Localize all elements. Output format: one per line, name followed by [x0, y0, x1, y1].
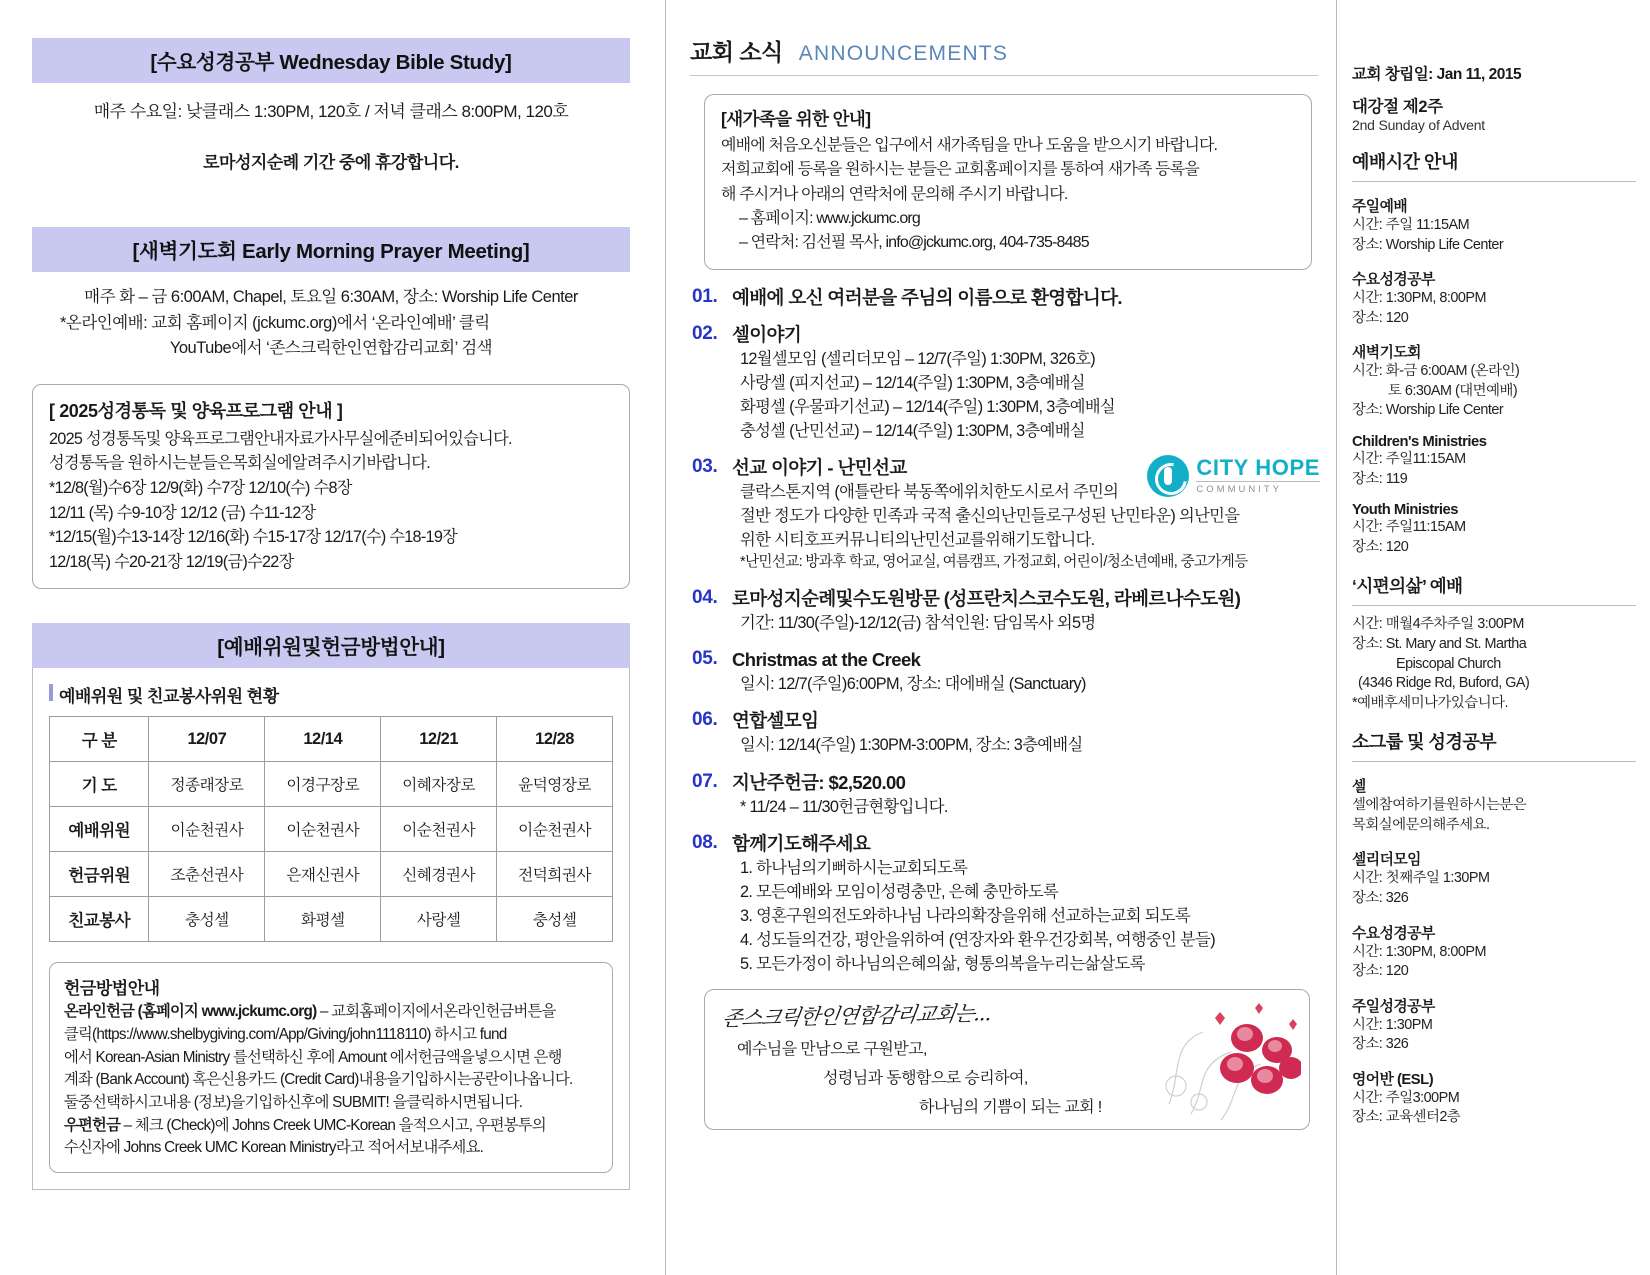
psalm-line: *예배후세미나가있습니다.: [1352, 694, 1509, 711]
worship-name: 수요성경공부: [1352, 272, 1435, 289]
worship-name: 새벽기도회: [1352, 345, 1421, 362]
duty-row-0-cell-0: 정종래장로: [149, 762, 265, 807]
early-prayer-line-1: 매주 화 – 금 6:00AM, Chapel, 토요일 6:30AM, 장소: Worship Life Center: [84, 288, 578, 306]
table-row: [50, 852, 613, 897]
announcement-title: 지난주헌금: $2,520.00: [732, 771, 906, 793]
announcement-line: 12월셀모임 (셀리더모임 – 12/7(주일) 1:30PM, 326호): [740, 349, 1095, 368]
worship-line: 시간: 주일11:15AM: [1352, 519, 1466, 536]
smallgroup-block-wednesday: [1352, 922, 1636, 982]
column-divider-2: [1336, 0, 1337, 1275]
announcement-title: 선교 이야기 - 난민선교: [732, 457, 907, 479]
bible-program-line-4: 12/11 (목) 수9-10장 12/12 (금) 수11-12장: [49, 503, 316, 522]
announcement-title: 셀이야기: [732, 323, 802, 345]
announcement-number: 04.: [692, 587, 718, 609]
new-family-website: – 홈페이지: www.jckumc.org: [739, 209, 920, 227]
worship-block-early-prayer: [1352, 341, 1636, 421]
announcement-body: [732, 286, 1318, 310]
duty-table: [49, 716, 613, 942]
announcement-title: 예배에 오신 여러분을 주님의 이름으로 환영합니다.: [732, 286, 1122, 308]
early-prayer-line-2: *온라인예배: 교회 홈페이지 (jckumc.org)에서 ‘온라인예배’ 클릭: [60, 313, 490, 332]
bible-study-section: [32, 38, 630, 173]
right-column: [1336, 0, 1650, 1275]
smallgroup-block-cell-leader: [1352, 848, 1636, 908]
duty-row-2-cell-1: 은재신권사: [265, 852, 381, 897]
announcement-line: 기간: 11/30(주일)-12/12(금) 참석인원: 담임목사 외5명: [740, 614, 1096, 633]
new-family-box: [704, 94, 1312, 270]
announcement-body: [732, 771, 1318, 819]
psalm-line: 장소: St. Mary and St. Martha: [1352, 635, 1527, 652]
giving-online-label: 온라인헌금 (홈페이지 www.jckumc.org): [64, 1003, 317, 1021]
bible-program-box: [32, 384, 630, 590]
left-column: [0, 0, 660, 1275]
announcement-number: 01.: [692, 285, 718, 307]
worship-block-sunday: [1352, 195, 1636, 255]
smallgroup-line: 시간: 첫째주일 1:30PM: [1352, 870, 1490, 887]
bible-program-line-3: *12/8(월)수6장 12/9(화) 수7장 12/10(수) 수8장: [49, 478, 352, 497]
psalm-line: 시간: 매월4주차주일 3:00PM: [1352, 616, 1524, 633]
announcements-title-ko: 교회 소식: [690, 39, 783, 65]
announcement-line: 절반 정도가 다양한 민족과 국적 출신의난민들로구성된 난민타운) 의난민을: [740, 507, 1240, 526]
duty-row-2-cell-2: 신혜경권사: [381, 852, 497, 897]
giving-title: 헌금방법안내: [64, 979, 160, 999]
announcement-body: [732, 587, 1318, 635]
announcement-number: 03.: [692, 456, 718, 478]
announcement-title: Christmas at the Creek: [732, 649, 921, 671]
announcement-body: [732, 832, 1318, 977]
smallgroup-line: 시간: 1:30PM, 8:00PM: [1352, 943, 1486, 960]
new-family-line-1: 예배에 처음오신분들은 입구에서 새가족팀을 만나 도움을 받으시기 바랍니다.: [721, 137, 1218, 154]
smallgroup-block-esl: [1352, 1068, 1636, 1128]
worship-line: 토 6:30AM (대면예배): [1388, 382, 1518, 399]
early-prayer-line-3: YouTube에서 ‘존스크릭한인연합감리교회’ 검색: [169, 339, 493, 358]
announcement-title: 연합셀모임: [732, 710, 819, 732]
city-hope-sub: COMMUNITY: [1196, 481, 1320, 495]
vision-line-2: 성령님과 동행함으로 승리하여,: [823, 1070, 1028, 1088]
bible-study-schedule: 매주 수요일: 낮클래스 1:30PM, 120호 / 저녁 클래스 8:00PM, 120호: [93, 102, 569, 121]
announcement-number: 02.: [692, 322, 718, 344]
giving-line-3: 에서 Korean-Asian Ministry 를선택하신 후에 Amount 에서헌금액을넣으시면 은행: [64, 1048, 562, 1066]
giving-line-5: 둘중선택하시고내용 (정보)을기입하신후에 SUBMIT! 을클릭하시면됩니다.: [64, 1093, 523, 1111]
new-family-title: [새가족을 위한 안내]: [721, 109, 871, 129]
smallgroup-line: 장소: 326: [1352, 1036, 1409, 1053]
giving-line-7: 수신자에 Johns Creek UMC Korean Ministry라고 적어서보내주세요.: [64, 1139, 484, 1157]
giving-online-line: [64, 1001, 598, 1024]
announcement-title: 함께기도해주세요: [732, 832, 871, 854]
smallgroup-name: 셀리더모임: [1352, 852, 1421, 869]
flower-decoration-icon: [1151, 994, 1301, 1124]
announcement-line: 충성셀 (난민선교) – 12/14(주일) 1:30PM, 3층예배실: [740, 421, 1085, 440]
announcement-line: 클락스톤지역 (애틀란타 북동쪽에위치한도시로서 주민의: [740, 483, 1119, 502]
worship-line: 장소: Worship Life Center: [1352, 402, 1504, 419]
duty-col-4: 12/28: [497, 717, 613, 762]
announcement-number: 06.: [692, 709, 718, 731]
smallgroup-line: 목회실에문의해주세요.: [1352, 816, 1490, 833]
church-founded-date: 교회 창립일: Jan 11, 2015: [1352, 66, 1522, 83]
smallgroup-name: 수요성경공부: [1352, 925, 1435, 942]
worship-line: 시간: 화-금 6:00AM (온라인): [1352, 363, 1520, 380]
giving-line-4: 계좌 (Bank Account) 혹은신용카드 (Credit Card)내용을기입하시는공란이나옵니다.: [64, 1071, 573, 1089]
announcement-line: 사랑셀 (피지선교) – 12/14(주일) 1:30PM, 3층예배실: [740, 373, 1085, 392]
bible-program-line-6: 12/18(목) 수20-21장 12/19(금)수22장: [49, 552, 294, 571]
giving-mail-label: 우편헌금: [64, 1116, 121, 1134]
smallgroup-block-cell: [1352, 775, 1636, 835]
smallgroup-line: 셀에참여하기를원하시는분은: [1352, 797, 1527, 814]
duty-row-1-label: 예배위원: [50, 807, 149, 852]
worship-name: Youth Ministries: [1352, 502, 1458, 519]
vision-script-title: 존스크릭한인연합감리교회는...: [720, 1001, 993, 1032]
worship-name: Children's Ministries: [1352, 434, 1487, 451]
early-prayer-title: [새벽기도회 Early Morning Prayer Meeting]: [32, 227, 630, 272]
announcement-body: [732, 648, 1318, 696]
table-row: [50, 807, 613, 852]
duty-row-2-cell-3: 전덕희권사: [497, 852, 613, 897]
city-hope-logo: [1147, 455, 1320, 497]
middle-column: [660, 0, 1336, 1275]
psalm-service-block: [1352, 615, 1636, 713]
announcement-title: 로마성지순례및수도원방문 (성프란치스코수도원, 라베르나수도원): [732, 588, 1241, 610]
duty-col-0: 구 분: [50, 717, 149, 762]
duty-row-0-cell-1: 이경구장로: [265, 762, 381, 807]
table-row: [50, 897, 613, 942]
announcements-header: [690, 34, 1318, 76]
list-item: [692, 832, 1318, 977]
announcement-number: 08.: [692, 831, 718, 853]
announcement-line: 2. 모든예배와 모임이성령충만, 은혜 충만하도록: [740, 882, 1059, 901]
duty-row-0-cell-3: 윤덕영장로: [497, 762, 613, 807]
early-prayer-lines: [32, 272, 630, 362]
smallgroup-line: 시간: 주일3:00PM: [1352, 1089, 1460, 1106]
new-family-line-3: 해 주시거나 아래의 연락처에 문의해 주시기 바랍니다.: [721, 185, 1068, 203]
duty-band-title: [예배위원및헌금방법안내]: [32, 623, 630, 668]
smallgroup-name: 주일성경공부: [1352, 998, 1435, 1015]
worship-line: 시간: 주일11:15AM: [1352, 451, 1466, 468]
bible-study-title: [수요성경공부 Wednesday Bible Study]: [32, 38, 630, 83]
smallgroup-name: 셀: [1352, 779, 1366, 796]
announcement-footnote: *난민선교: 방과후 학교, 영어교실, 여름캠프, 가정교회, 어린이/청소년예배, 중고가게등: [740, 554, 1248, 571]
smallgroup-line: 장소: 교육센터2층: [1352, 1109, 1461, 1126]
list-item: [692, 648, 1318, 696]
smallgroup-line: 장소: 120: [1352, 963, 1409, 980]
duty-row-0-cell-2: 이혜자장로: [381, 762, 497, 807]
announcement-line: 4. 성도들의건강, 평안을위하여 (연장자와 환우건강회복, 여행중인 분들): [740, 931, 1215, 950]
giving-line-2: 클릭(https://www.shelbygiving.com/App/Giving/john1118110) 하시고 fund: [64, 1026, 507, 1044]
list-item: [692, 587, 1318, 635]
worship-line: 장소: 120: [1352, 538, 1409, 555]
worship-line: 장소: 120: [1352, 309, 1409, 326]
early-prayer-section: [32, 227, 630, 362]
smallgroup-line: 시간: 1:30PM: [1352, 1016, 1433, 1033]
city-hope-wordmark: [1196, 457, 1320, 495]
vision-line-1: 예수님을 만남으로 구원받고,: [737, 1041, 927, 1059]
vision-line-3: 하나님의 기쁨이 되는 교회 !: [919, 1099, 1102, 1117]
table-row: [50, 762, 613, 807]
new-family-line-2: 저희교회에 등록을 원하시는 분들은 교회홈페이지를 통하여 새가족 등록을: [721, 161, 1199, 179]
advent-week-en: 2nd Sunday of Advent: [1352, 117, 1485, 133]
worship-line: 시간: 1:30PM, 8:00PM: [1352, 290, 1486, 307]
duty-row-3-cell-2: 사랑셀: [381, 897, 497, 942]
giving-box: [49, 962, 613, 1172]
announcement-line: 일시: 12/7(주일)6:00PM, 장소: 대에배실 (Sanctuary): [740, 675, 1086, 694]
announcement-number: 07.: [692, 770, 718, 792]
smallgroup-line: 장소: 326: [1352, 889, 1409, 906]
duty-row-2-cell-0: 조춘선권사: [149, 852, 265, 897]
list-item: [692, 323, 1318, 443]
announcement-line: * 11/24 – 11/30헌금현황입니다.: [740, 797, 948, 816]
giving-mail-line: [64, 1115, 598, 1138]
worship-block-childrens-ministries: [1352, 434, 1636, 489]
duty-col-1: 12/07: [149, 717, 265, 762]
duty-panel: [32, 668, 630, 1189]
duty-row-1-cell-1: 이순천권사: [265, 807, 381, 852]
new-family-contact: – 연락처: 김선필 목사, info@jckumc.org, 404-735-8485: [739, 234, 1089, 252]
duty-row-1-cell-3: 이순천권사: [497, 807, 613, 852]
giving-mail-rest: – 체크 (Check)에 Johns Creek UMC-Korean 을적으시고, 우편봉투의: [120, 1116, 546, 1134]
announcement-body: [732, 323, 1318, 443]
smallgroup-name: 영어반 (ESL): [1352, 1071, 1434, 1088]
announcement-list: [690, 286, 1318, 977]
worship-block-wednesday-bible: [1352, 268, 1636, 328]
worship-line: 장소: Worship Life Center: [1352, 236, 1504, 253]
duty-row-3-cell-3: 충성셀: [497, 897, 613, 942]
duty-row-2-label: 헌금위원: [50, 852, 149, 897]
duty-sub-title: 예배위원 및 친교봉사위원 현황: [49, 682, 613, 707]
worship-block-youth-ministries: [1352, 502, 1636, 557]
psalm-service-heading: ‘시편의삶’ 예배: [1352, 573, 1636, 606]
worship-name: 주일예배: [1352, 199, 1408, 215]
city-hope-icon: [1147, 455, 1189, 497]
duty-row-3-cell-1: 화평셀: [265, 897, 381, 942]
announcement-line: 1. 하나님의기뻐하시는교회되도록: [740, 858, 968, 877]
bible-program-title: [ 2025성경통독 및 양육프로그램 안내 ]: [49, 400, 343, 421]
advent-week-ko: 대강절 제2주: [1352, 98, 1443, 116]
bible-program-line-2: 성경통독을 원하시는분들은목회실에알려주시기바랍니다.: [49, 454, 431, 473]
worship-line: 장소: 119: [1352, 470, 1408, 487]
duty-row-1-cell-2: 이순천권사: [381, 807, 497, 852]
psalm-line: (4346 Ridge Rd, Buford, GA): [1358, 675, 1530, 692]
announcement-line: 5. 모든가정이 하나님의은혜의삶, 형통의복을누리는삶살도록: [740, 955, 1145, 974]
announcement-line: 화평셀 (우물파기선교) – 12/14(주일) 1:30PM, 3층예배실: [740, 397, 1116, 416]
duty-col-2: 12/14: [265, 717, 381, 762]
duty-table-header-row: [50, 717, 613, 762]
announcement-line: 3. 영혼구원의전도와하나님 나라의확장을위해 선교하는교회 되도록: [740, 906, 1190, 925]
worship-line: 시간: 주일 11:15AM: [1352, 217, 1470, 233]
announcements-title-en: ANNOUNCEMENTS: [798, 42, 1009, 65]
smallgroup-block-sunday: [1352, 995, 1636, 1055]
duty-col-3: 12/21: [381, 717, 497, 762]
duty-row-0-label: 기 도: [50, 762, 149, 807]
duty-section: [32, 623, 630, 1189]
announcement-number: 05.: [692, 648, 718, 670]
announcement-body: [732, 709, 1318, 757]
announcement-line: 위한 시티호프커뮤니티의난민선교를위해기도합니다.: [740, 531, 1095, 550]
giving-online-rest: – 교회홈페이지에서온라인헌금버튼을: [316, 1003, 556, 1021]
duty-row-1-cell-0: 이순천권사: [149, 807, 265, 852]
list-item: [692, 709, 1318, 757]
announcement-line: 일시: 12/14(주일) 1:30PM-3:00PM, 장소: 3층예배실: [740, 736, 1083, 755]
duty-row-3-label: 친교봉사: [50, 897, 149, 942]
small-group-heading: 소그룹 및 성경공부: [1352, 728, 1636, 762]
list-item: [692, 286, 1318, 310]
vision-box: [704, 989, 1310, 1130]
list-item: [692, 771, 1318, 819]
bible-study-note: 로마성지순례 기간 중에 휴강합니다.: [203, 153, 459, 172]
bible-program-line-5: *12/15(월)수13-14장 12/16(화) 수15-17장 12/17(수) 수18-19장: [49, 528, 458, 547]
worship-times-heading: 예배시간 안내: [1352, 148, 1636, 182]
duty-row-3-cell-0: 충성셀: [149, 897, 265, 942]
bible-program-line-1: 2025 성경통독및 양육프로그램안내자료가사무실에준비되어있습니다.: [49, 429, 512, 448]
psalm-line: Episcopal Church: [1396, 655, 1501, 672]
city-hope-name: CITY HOPE: [1196, 455, 1320, 480]
